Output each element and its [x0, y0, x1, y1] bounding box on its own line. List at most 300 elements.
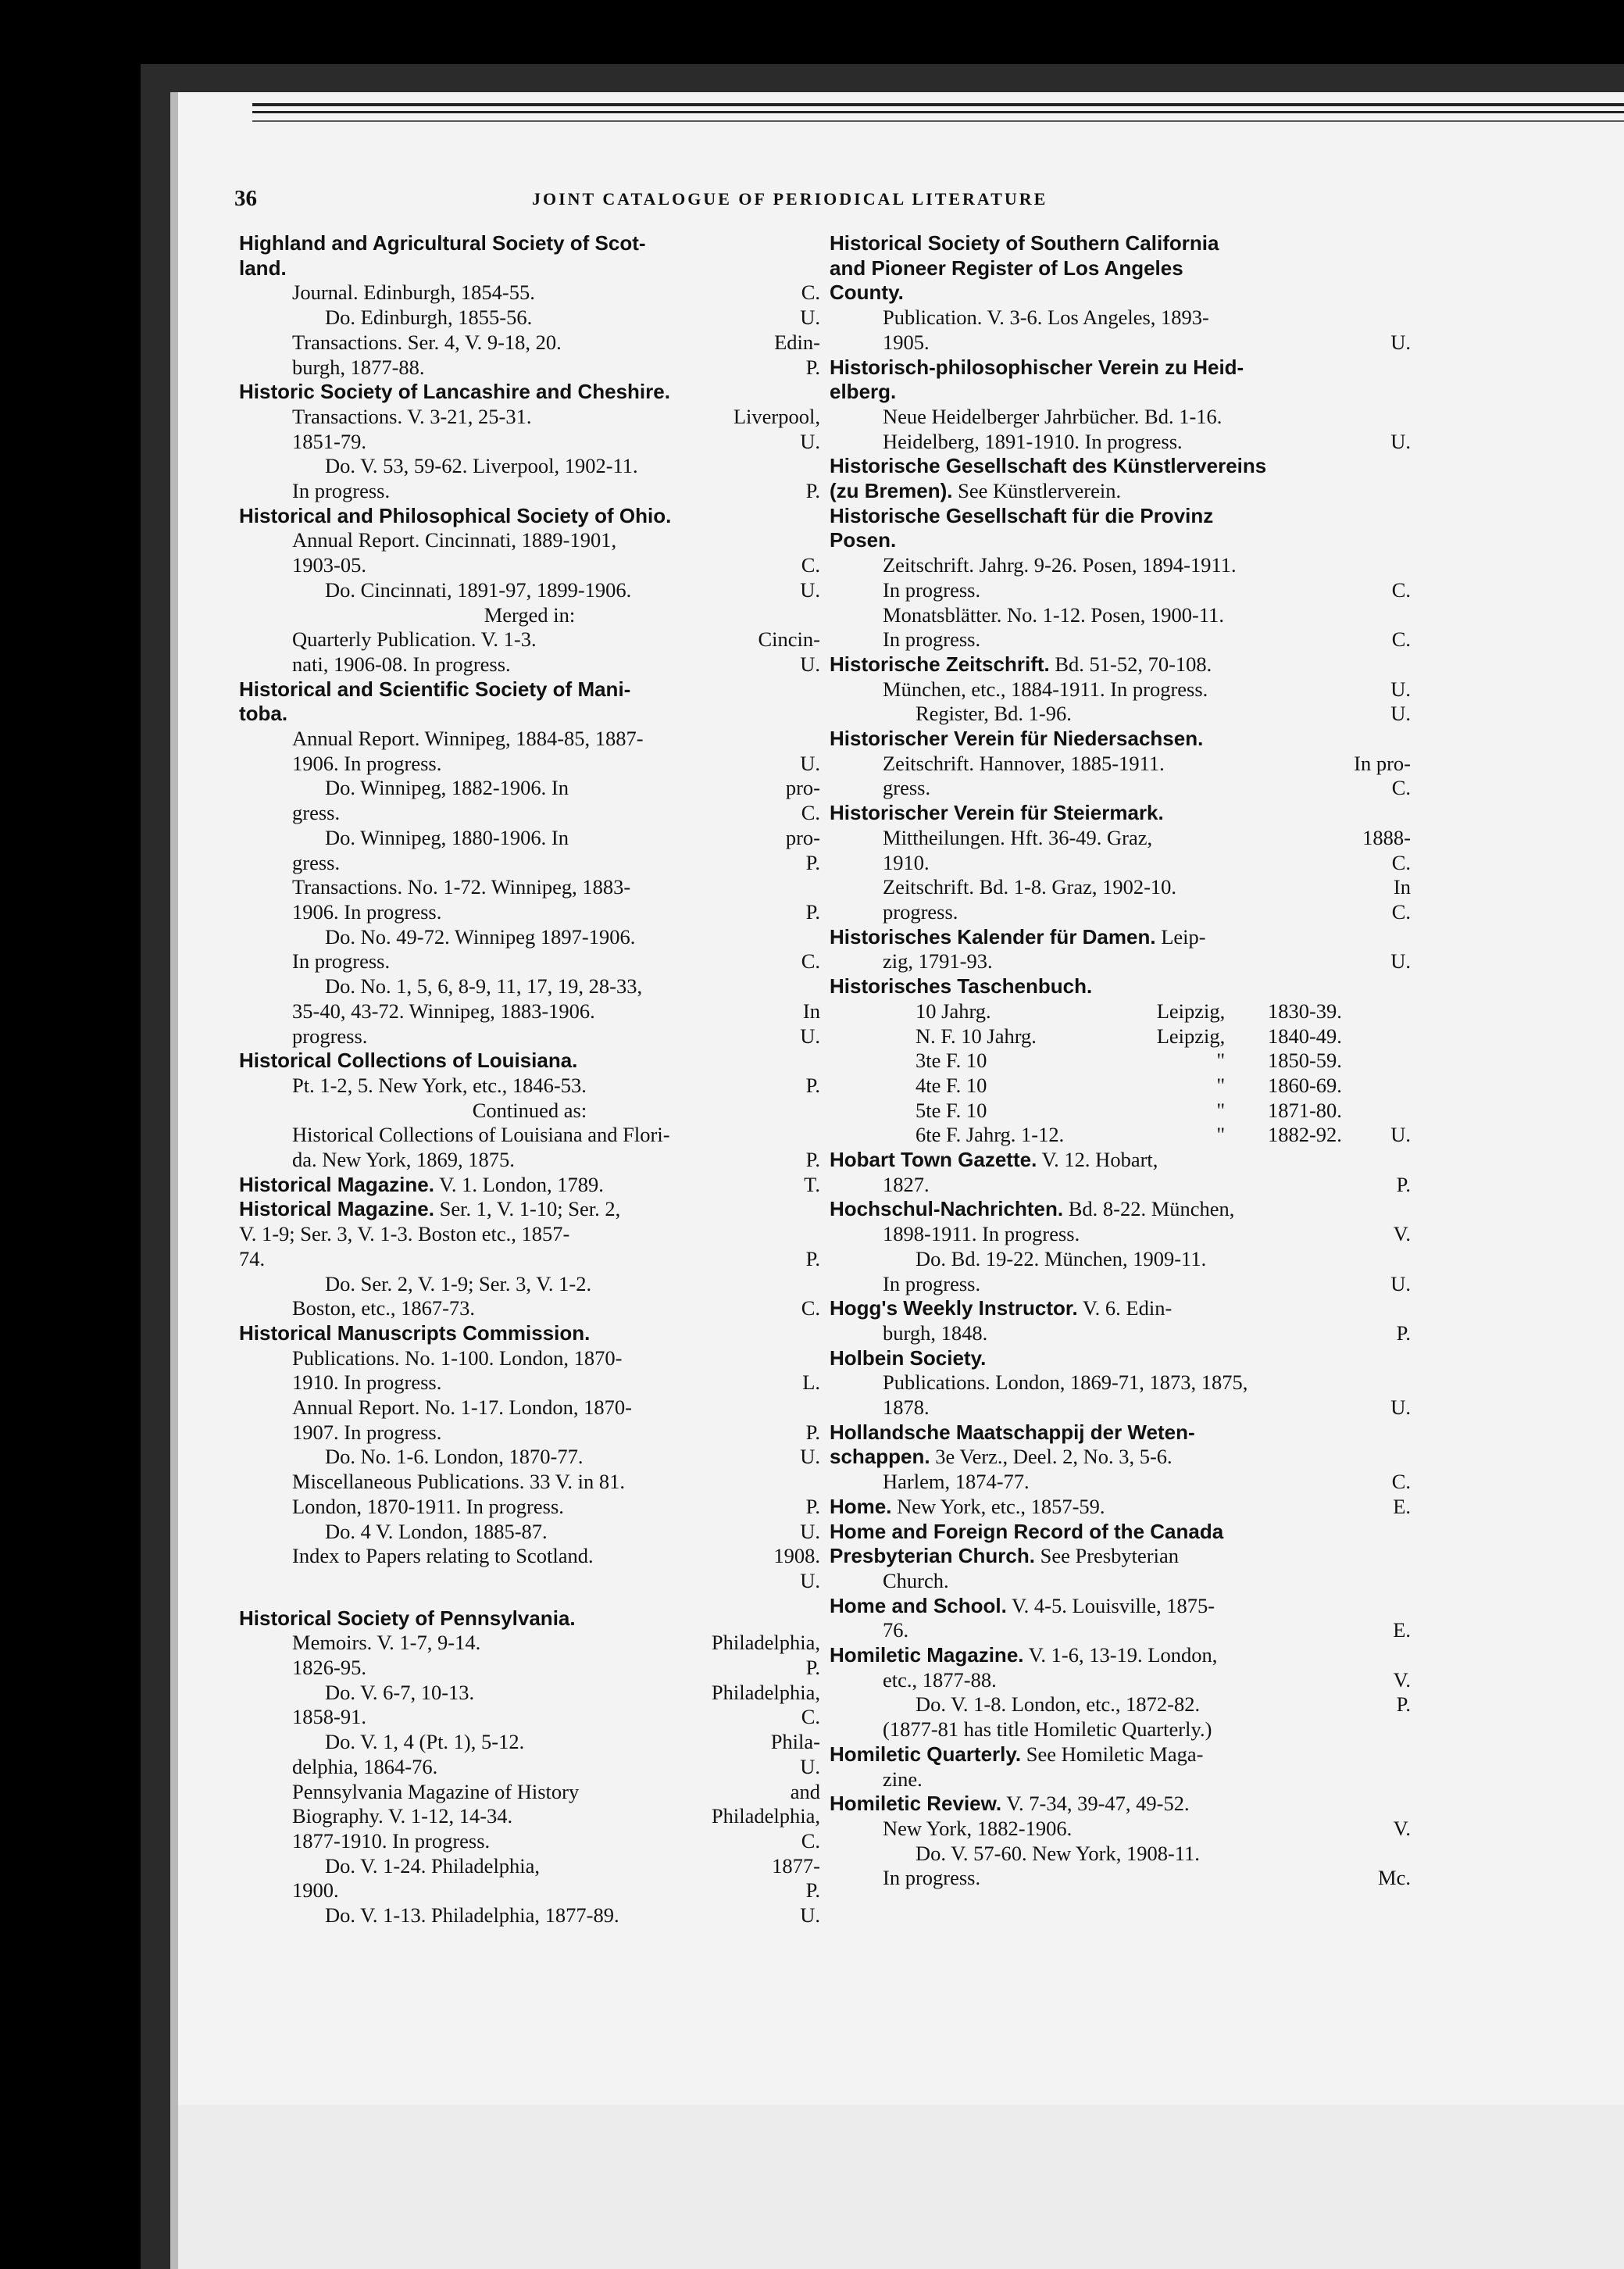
- entry-text: 35-40, 43-72. Winnipeg, 1883-1906.: [292, 999, 595, 1023]
- library-code: U.: [800, 429, 820, 453]
- entry-detail: Bd. 8-22. München,: [1063, 1197, 1235, 1221]
- entry-title: Presbyterian Church.: [830, 1544, 1035, 1568]
- entry-text: 1900.: [292, 1878, 339, 1903]
- entry-line: [830, 627, 1411, 652]
- library-code: C.: [801, 801, 820, 825]
- entry-text: New York, 1882-1906.: [883, 1817, 1073, 1840]
- entry-text: Do. V. 6-7, 10-13.: [325, 1680, 475, 1704]
- entry-heading: Historischer Verein für Steiermark.: [830, 801, 1164, 825]
- entry-text: Do. No. 1, 5, 6, 8-9, 11, 17, 19, 28-33,: [325, 974, 643, 999]
- entry-detail: Bd. 51-52, 70-108.: [1049, 652, 1212, 676]
- entry-continuation: Continued as:: [472, 1098, 587, 1122]
- entry-left: [830, 1643, 1217, 1668]
- library-code: P.: [805, 355, 820, 379]
- entry-title: Homiletic Magazine.: [830, 1643, 1024, 1667]
- entry-text: gress.: [292, 850, 341, 874]
- entry-line: [239, 1569, 820, 1594]
- entry-line: [830, 1842, 1411, 1867]
- entry-left: [830, 1445, 1172, 1470]
- library-code: C.: [801, 1296, 820, 1320]
- entry-left: [830, 1296, 1172, 1321]
- library-code: P.: [805, 1246, 820, 1270]
- entry-title: Home and School.: [830, 1593, 1007, 1617]
- entry-left: [830, 1792, 1190, 1817]
- entry-text: Zeitschrift. Jahrg. 9-26. Posen, 1894-1911.: [883, 553, 1237, 577]
- library-code: T.: [804, 1172, 820, 1196]
- spacer: [239, 1594, 820, 1606]
- entry-line: [830, 949, 1411, 974]
- series-cell: Leipzig,: [1156, 1024, 1226, 1048]
- entry-text: burgh, 1877-88.: [292, 355, 425, 379]
- series-cell: 1860-69.: [1267, 1073, 1342, 1097]
- series-row: [830, 1074, 1411, 1099]
- entry-text: Monatsblätter. No. 1-12. Posen, 1900-11.: [883, 602, 1224, 627]
- library-code: P.: [805, 1073, 820, 1097]
- entry-text: Heidelberg, 1891-1910. In progress.: [883, 429, 1183, 453]
- entry-text: Transactions. Ser. 4, V. 9-18, 20.: [292, 330, 562, 354]
- library-code: C.: [801, 553, 820, 577]
- entry-detail: 3e Verz., Deel. 2, No. 3, 5-6.: [930, 1445, 1172, 1469]
- library-code: 1888-: [1362, 825, 1411, 849]
- entry-heading: County.: [830, 280, 904, 305]
- series-cell: 10 Jahrg.: [916, 999, 991, 1023]
- entry-text: 1905.: [883, 330, 930, 354]
- entry-heading: Historische Gesellschaft des Künstlervereins: [830, 454, 1267, 478]
- entry-text: In progress.: [883, 1271, 981, 1295]
- entry-line: [239, 1197, 820, 1222]
- library-code: C.: [801, 1705, 820, 1729]
- series-cell: 1850-59.: [1267, 1049, 1342, 1073]
- entry-line: [830, 553, 1411, 578]
- library-code: In: [1393, 875, 1411, 899]
- library-code: U.: [800, 1519, 820, 1543]
- entry-text: Pt. 1-2, 5. New York, etc., 1846-53.: [292, 1073, 587, 1097]
- library-code: U.: [800, 1445, 820, 1469]
- entry-detail: V. 6. Edin-: [1077, 1296, 1172, 1320]
- running-header: [234, 186, 1250, 217]
- entry-line: [830, 1569, 1411, 1594]
- entry-heading: Home and Foreign Record of the Canada: [830, 1519, 1224, 1543]
- entry-text: Do. V. 57-60. New York, 1908-11.: [916, 1841, 1200, 1865]
- library-code: 1908.: [773, 1544, 820, 1568]
- library-code: pro-: [785, 776, 820, 800]
- entry-text: In progress.: [292, 949, 391, 974]
- entry-title: Hochschul-Nachrichten.: [830, 1197, 1064, 1221]
- entry-line: [830, 1817, 1411, 1842]
- entry-line: [239, 1495, 820, 1520]
- entry-line: [830, 1445, 1411, 1470]
- entry-heading: Historic Society of Lancashire and Cheshire.: [239, 380, 670, 404]
- entry-heading: Highland and Agricultural Society of Scot-: [239, 231, 646, 255]
- entry-heading: Historical Collections of Louisiana.: [239, 1049, 578, 1073]
- entry-line: [239, 727, 820, 752]
- entry-line: [830, 1767, 1411, 1792]
- entry-text: delphia, 1864-76.: [292, 1754, 438, 1778]
- series-cell: 1882-92.: [1267, 1123, 1342, 1147]
- entry-text: Annual Report. No. 1-17. London, 1870-: [292, 1395, 632, 1420]
- entry-detail: See Presbyterian: [1034, 1544, 1179, 1568]
- entry-text: Harlem, 1874-77.: [883, 1470, 1030, 1494]
- entry-line: [239, 1296, 820, 1321]
- entry-line: [830, 900, 1411, 925]
- entry-continuation: Merged in:: [484, 602, 576, 627]
- series-row: [830, 1024, 1411, 1049]
- library-code: Mc.: [1378, 1866, 1411, 1890]
- entry-text: progress.: [292, 1024, 368, 1048]
- entry-line: [239, 1222, 820, 1247]
- entry-line: [239, 280, 820, 306]
- entry-text: Annual Report. Winnipeg, 1884-85, 1887-: [292, 727, 644, 751]
- library-code: Phila-: [770, 1730, 820, 1754]
- entry-detail: Leip-: [1155, 924, 1206, 949]
- left-column: [239, 231, 820, 1928]
- series-row: [830, 1123, 1411, 1148]
- entry-heading: toba.: [239, 702, 288, 726]
- entry-text: Zeitschrift. Bd. 1-8. Graz, 1902-10.: [883, 875, 1177, 899]
- series-cell: U.: [1390, 1123, 1411, 1147]
- entry-left: [830, 1594, 1215, 1619]
- entry-line: [830, 1197, 1411, 1222]
- entry-line: [830, 405, 1411, 430]
- entry-line: [239, 949, 820, 974]
- entry-heading: Holbein Society.: [830, 1345, 987, 1370]
- entry-line: [239, 1272, 820, 1297]
- entry-text: 1910. In progress.: [292, 1370, 442, 1395]
- entry-line: [239, 752, 820, 777]
- library-code: U.: [800, 751, 820, 775]
- entry-text: Do. No. 1-6. London, 1870-77.: [325, 1445, 584, 1469]
- library-code: E.: [1393, 1618, 1411, 1642]
- entry-line: [239, 1656, 820, 1681]
- entry-line: [239, 1074, 820, 1099]
- entry-left: [830, 1495, 1105, 1520]
- entry-text: 1826-95.: [292, 1656, 366, 1680]
- entry-heading: Historical and Philosophical Society of Ohio.: [239, 503, 672, 527]
- entry-heading: land.: [239, 255, 287, 280]
- entry-text: gress.: [292, 801, 341, 825]
- entry-text: Index to Papers relating to Scotland.: [292, 1544, 594, 1568]
- entry-line: [830, 1742, 1411, 1767]
- entry-line: [239, 1123, 820, 1148]
- entry-line: [239, 1755, 820, 1780]
- library-code: C.: [1391, 776, 1411, 800]
- entry-detail: V. 4-5. Louisville, 1875-: [1006, 1593, 1215, 1617]
- entry-text: 1827.: [883, 1172, 930, 1196]
- entry-line: [239, 528, 820, 553]
- entry-line: [239, 1173, 820, 1198]
- library-code: In: [802, 999, 820, 1023]
- entry-line: [239, 1420, 820, 1445]
- entry-text: V. 1-9; Ser. 3, V. 1-3. Boston etc., 1857-: [239, 1222, 570, 1246]
- entry-line: [239, 306, 820, 331]
- entry-line: [239, 430, 820, 455]
- entry-line: [239, 1829, 820, 1854]
- library-code: U.: [800, 306, 820, 330]
- entry-line: [239, 652, 820, 677]
- entry-text: 74.: [239, 1246, 266, 1270]
- entry-line: [830, 1296, 1411, 1321]
- entry-heading: Historical Society of Southern California: [830, 231, 1219, 255]
- library-code: U.: [1390, 677, 1411, 701]
- entry-text: Do. Winnipeg, 1880-1906. In: [325, 825, 569, 849]
- entry-line: [830, 1272, 1411, 1297]
- library-code: P.: [805, 1420, 820, 1444]
- entry-line: [830, 1321, 1411, 1346]
- entry-text: 1851-79.: [292, 429, 366, 453]
- entry-title: Historische Zeitschrift.: [830, 652, 1050, 676]
- series-cell: N. F. 10 Jahrg.: [916, 1024, 1037, 1048]
- entry-text: Quarterly Publication. V. 1-3.: [292, 627, 537, 652]
- entry-line: [239, 826, 820, 851]
- entry-detail: V. 12. Hobart,: [1037, 1148, 1158, 1172]
- series-cell: [1342, 1024, 1411, 1049]
- series-cell: 4te F. 10: [916, 1073, 987, 1097]
- entry-line: [239, 331, 820, 356]
- library-code: U.: [1390, 330, 1411, 354]
- series-cell: [1342, 1074, 1411, 1099]
- right-column: [830, 231, 1411, 1891]
- entry-line: [830, 1594, 1411, 1619]
- entry-line: [830, 925, 1411, 950]
- entry-text: 76.: [883, 1618, 909, 1642]
- entry-text: Historical Collections of Louisiana and Flori-: [292, 1123, 670, 1147]
- entry-text: 1907. In progress.: [292, 1420, 442, 1444]
- entry-heading: Historical Manuscripts Commission.: [239, 1320, 591, 1345]
- library-code: C.: [801, 949, 820, 974]
- entry-detail: New York, etc., 1857-59.: [891, 1494, 1105, 1518]
- library-code: V.: [1393, 1817, 1411, 1840]
- entry-detail: See Künstlerverein.: [952, 479, 1122, 503]
- entry-line: [239, 1780, 820, 1805]
- library-code: P.: [1396, 1172, 1411, 1196]
- entry-text: In progress.: [883, 1866, 981, 1890]
- entry-text: Neue Heidelberger Jahrbücher. Bd. 1-16.: [883, 404, 1222, 428]
- entry-line: [239, 1804, 820, 1829]
- entry-heading: Historisches Taschenbuch.: [830, 974, 1093, 999]
- entry-text: Do. Bd. 19-22. München, 1909-11.: [916, 1246, 1207, 1270]
- library-code: V.: [1393, 1222, 1411, 1246]
- entry-line: [830, 1792, 1411, 1817]
- library-code: U.: [800, 577, 820, 602]
- entry-line: [239, 1878, 820, 1903]
- entry-line: [239, 1445, 820, 1470]
- library-code: P.: [805, 1494, 820, 1518]
- entry-title: Home.: [830, 1494, 892, 1518]
- entry-text: progress.: [883, 899, 958, 924]
- entry-text: München, etc., 1884-1911. In progress.: [883, 677, 1208, 701]
- entry-text: (1877-81 has title Homiletic Quarterly.): [883, 1717, 1212, 1742]
- library-code: U.: [1390, 702, 1411, 726]
- entry-line: [830, 652, 1411, 677]
- library-code: U.: [1390, 1395, 1411, 1420]
- entry-line: [239, 1854, 820, 1879]
- entry-line: [239, 356, 820, 381]
- entry-text: Boston, etc., 1867-73.: [292, 1296, 476, 1320]
- entry-detail: See Homiletic Maga-: [1021, 1742, 1204, 1766]
- entry-left: [239, 1173, 604, 1198]
- entry-text: 1903-05.: [292, 553, 366, 577]
- entry-left: [830, 1197, 1234, 1222]
- entry-text: 1898-1911. In progress.: [883, 1222, 1080, 1246]
- library-code: C.: [801, 280, 820, 305]
- entry-line: [830, 430, 1411, 455]
- entry-title: (zu Bremen).: [830, 479, 953, 503]
- entry-line: [239, 1024, 820, 1049]
- entry-line: [239, 1247, 820, 1272]
- entry-line: [830, 1222, 1411, 1247]
- entry-line: [830, 677, 1411, 702]
- entry-line: [830, 1866, 1411, 1891]
- entry-text: gress.: [883, 776, 931, 800]
- entry-line: [830, 479, 1411, 504]
- entry-line: [239, 999, 820, 1024]
- entry-text: Memoirs. V. 1-7, 9-14.: [292, 1631, 481, 1655]
- library-code: U.: [800, 1754, 820, 1778]
- entry-text: Pennsylvania Magazine of History: [292, 1779, 580, 1803]
- entry-line: [239, 1903, 820, 1928]
- series-cell: ": [1216, 1049, 1226, 1073]
- entry-text: 1877-1910. In progress.: [292, 1829, 491, 1853]
- entry-text: da. New York, 1869, 1875.: [292, 1148, 515, 1172]
- entry-line: [239, 875, 820, 900]
- entry-line: [830, 603, 1411, 628]
- entry-text: London, 1870-1911. In progress.: [292, 1494, 564, 1518]
- entry-heading: Hollandsche Maatschappij der Weten-: [830, 1420, 1195, 1444]
- entry-detail: V. 1. London, 1789.: [434, 1172, 604, 1196]
- entry-text: Publication. V. 3-6. Los Angeles, 1893-: [883, 306, 1209, 330]
- library-code: C.: [1391, 577, 1411, 602]
- top-rule: [252, 103, 1624, 106]
- entry-line: [830, 1173, 1411, 1198]
- entry-text: Miscellaneous Publications. 33 V. in 81.: [292, 1470, 625, 1494]
- entry-left: [830, 1544, 1179, 1569]
- library-code: U.: [1390, 1271, 1411, 1295]
- library-code: Edin-: [774, 330, 820, 354]
- entry-left: [830, 925, 1206, 950]
- entry-left: [239, 1197, 620, 1222]
- library-code: C.: [1391, 899, 1411, 924]
- library-code: P.: [805, 479, 820, 503]
- entry-line: [239, 1681, 820, 1706]
- series-cell: [1342, 1099, 1411, 1124]
- entry-line: [830, 1148, 1411, 1173]
- series-cell: 1840-49.: [1267, 1024, 1342, 1048]
- page-number: 36: [234, 186, 257, 211]
- entry-title: Hogg's Weekly Instructor.: [830, 1296, 1078, 1320]
- entry-detail: V. 1-6, 13-19. London,: [1023, 1643, 1218, 1667]
- entry-title: Homiletic Review.: [830, 1792, 1002, 1816]
- entry-line: [830, 1395, 1411, 1420]
- entry-title: Historical Magazine.: [239, 1197, 434, 1221]
- entry-line: [239, 1395, 820, 1420]
- series-cell: 5te F. 10: [916, 1098, 987, 1122]
- library-code: C.: [1391, 627, 1411, 652]
- entry-line: [239, 1730, 820, 1755]
- entry-text: Register, Bd. 1-96.: [916, 702, 1072, 726]
- entry-line: [830, 331, 1411, 356]
- entry-line: [239, 578, 820, 603]
- entry-heading: elberg.: [830, 380, 897, 404]
- entry-line: [830, 1544, 1411, 1569]
- entry-line: [239, 479, 820, 504]
- entry-heading: Historischer Verein für Niedersachsen.: [830, 727, 1204, 751]
- entry-text: Do. 4 V. London, 1885-87.: [325, 1519, 548, 1543]
- series-cell: 1871-80.: [1267, 1098, 1342, 1122]
- entry-line: [239, 1346, 820, 1371]
- entry-left: [830, 1148, 1158, 1173]
- page-title: JOINT CATALOGUE OF PERIODICAL LITERATURE: [532, 189, 1048, 209]
- entry-line: [830, 1717, 1411, 1742]
- library-code: V.: [1393, 1667, 1411, 1692]
- entry-line: [239, 851, 820, 876]
- library-code: E.: [1393, 1494, 1411, 1518]
- entry-title: Historisches Kalender für Damen.: [830, 924, 1156, 949]
- entry-text: In progress.: [883, 627, 981, 652]
- entry-text: zig, 1791-93.: [883, 949, 993, 974]
- library-code: Liverpool,: [733, 404, 820, 428]
- series-row: [830, 1049, 1411, 1074]
- entry-line: [239, 454, 820, 479]
- entry-text: Do. Cincinnati, 1891-97, 1899-1906.: [325, 577, 632, 602]
- entry-line: [830, 851, 1411, 876]
- entry-line: [830, 1668, 1411, 1693]
- library-code: U.: [800, 652, 820, 676]
- library-code: U.: [800, 1024, 820, 1048]
- entry-line: [830, 752, 1411, 777]
- entry-line: [830, 306, 1411, 331]
- entry-text: nati, 1906-08. In progress.: [292, 652, 511, 676]
- entry-text: 1906. In progress.: [292, 751, 442, 775]
- entry-heading: Historische Gesellschaft für die Provinz: [830, 503, 1214, 527]
- library-code: U.: [800, 1903, 820, 1928]
- top-rule: [252, 120, 1624, 122]
- entry-text: 1878.: [883, 1395, 930, 1420]
- entry-line: [239, 553, 820, 578]
- entry-line: [239, 801, 820, 826]
- entry-line: [830, 1247, 1411, 1272]
- entry-text: Zeitschrift. Hannover, 1885-1911.: [883, 751, 1165, 775]
- entry-text: Do. V. 1, 4 (Pt. 1), 5-12.: [325, 1730, 525, 1754]
- library-code: U.: [1390, 949, 1411, 974]
- entry-line: [830, 1618, 1411, 1643]
- entry-text: Do. V. 1-24. Philadelphia,: [325, 1853, 541, 1878]
- entry-text: Do. V. 1-8. London, etc., 1872-82.: [916, 1692, 1201, 1717]
- entry-line: [239, 1520, 820, 1545]
- entry-text: zine.: [883, 1767, 923, 1791]
- library-code: P.: [1396, 1692, 1411, 1717]
- entry-line: [239, 974, 820, 999]
- entry-text: Do. V. 1-13. Philadelphia, 1877-89.: [325, 1903, 619, 1928]
- entry-line: [830, 1470, 1411, 1495]
- series-cell: [1342, 999, 1411, 1024]
- entry-title: Hobart Town Gazette.: [830, 1148, 1037, 1172]
- entry-text: Journal. Edinburgh, 1854-55.: [292, 280, 535, 305]
- entry-title: schappen.: [830, 1445, 930, 1469]
- library-code: Cincin-: [758, 627, 820, 652]
- series-cell: 3te F. 10: [916, 1049, 987, 1073]
- series-row: [830, 1099, 1411, 1124]
- entry-line: [239, 1544, 820, 1569]
- entry-line: [830, 1495, 1411, 1520]
- library-code: U.: [800, 1568, 820, 1592]
- library-code: P.: [805, 850, 820, 874]
- entry-line: [830, 578, 1411, 603]
- entry-heading: Historisch-philosophischer Verein zu Heid-: [830, 355, 1244, 379]
- entry-text: Do. Edinburgh, 1855-56.: [325, 306, 533, 330]
- entry-text: Transactions. No. 1-72. Winnipeg, 1883-: [292, 875, 631, 899]
- series-row: [830, 999, 1411, 1024]
- entry-heading: Historical and Scientific Society of Mani-: [239, 677, 631, 701]
